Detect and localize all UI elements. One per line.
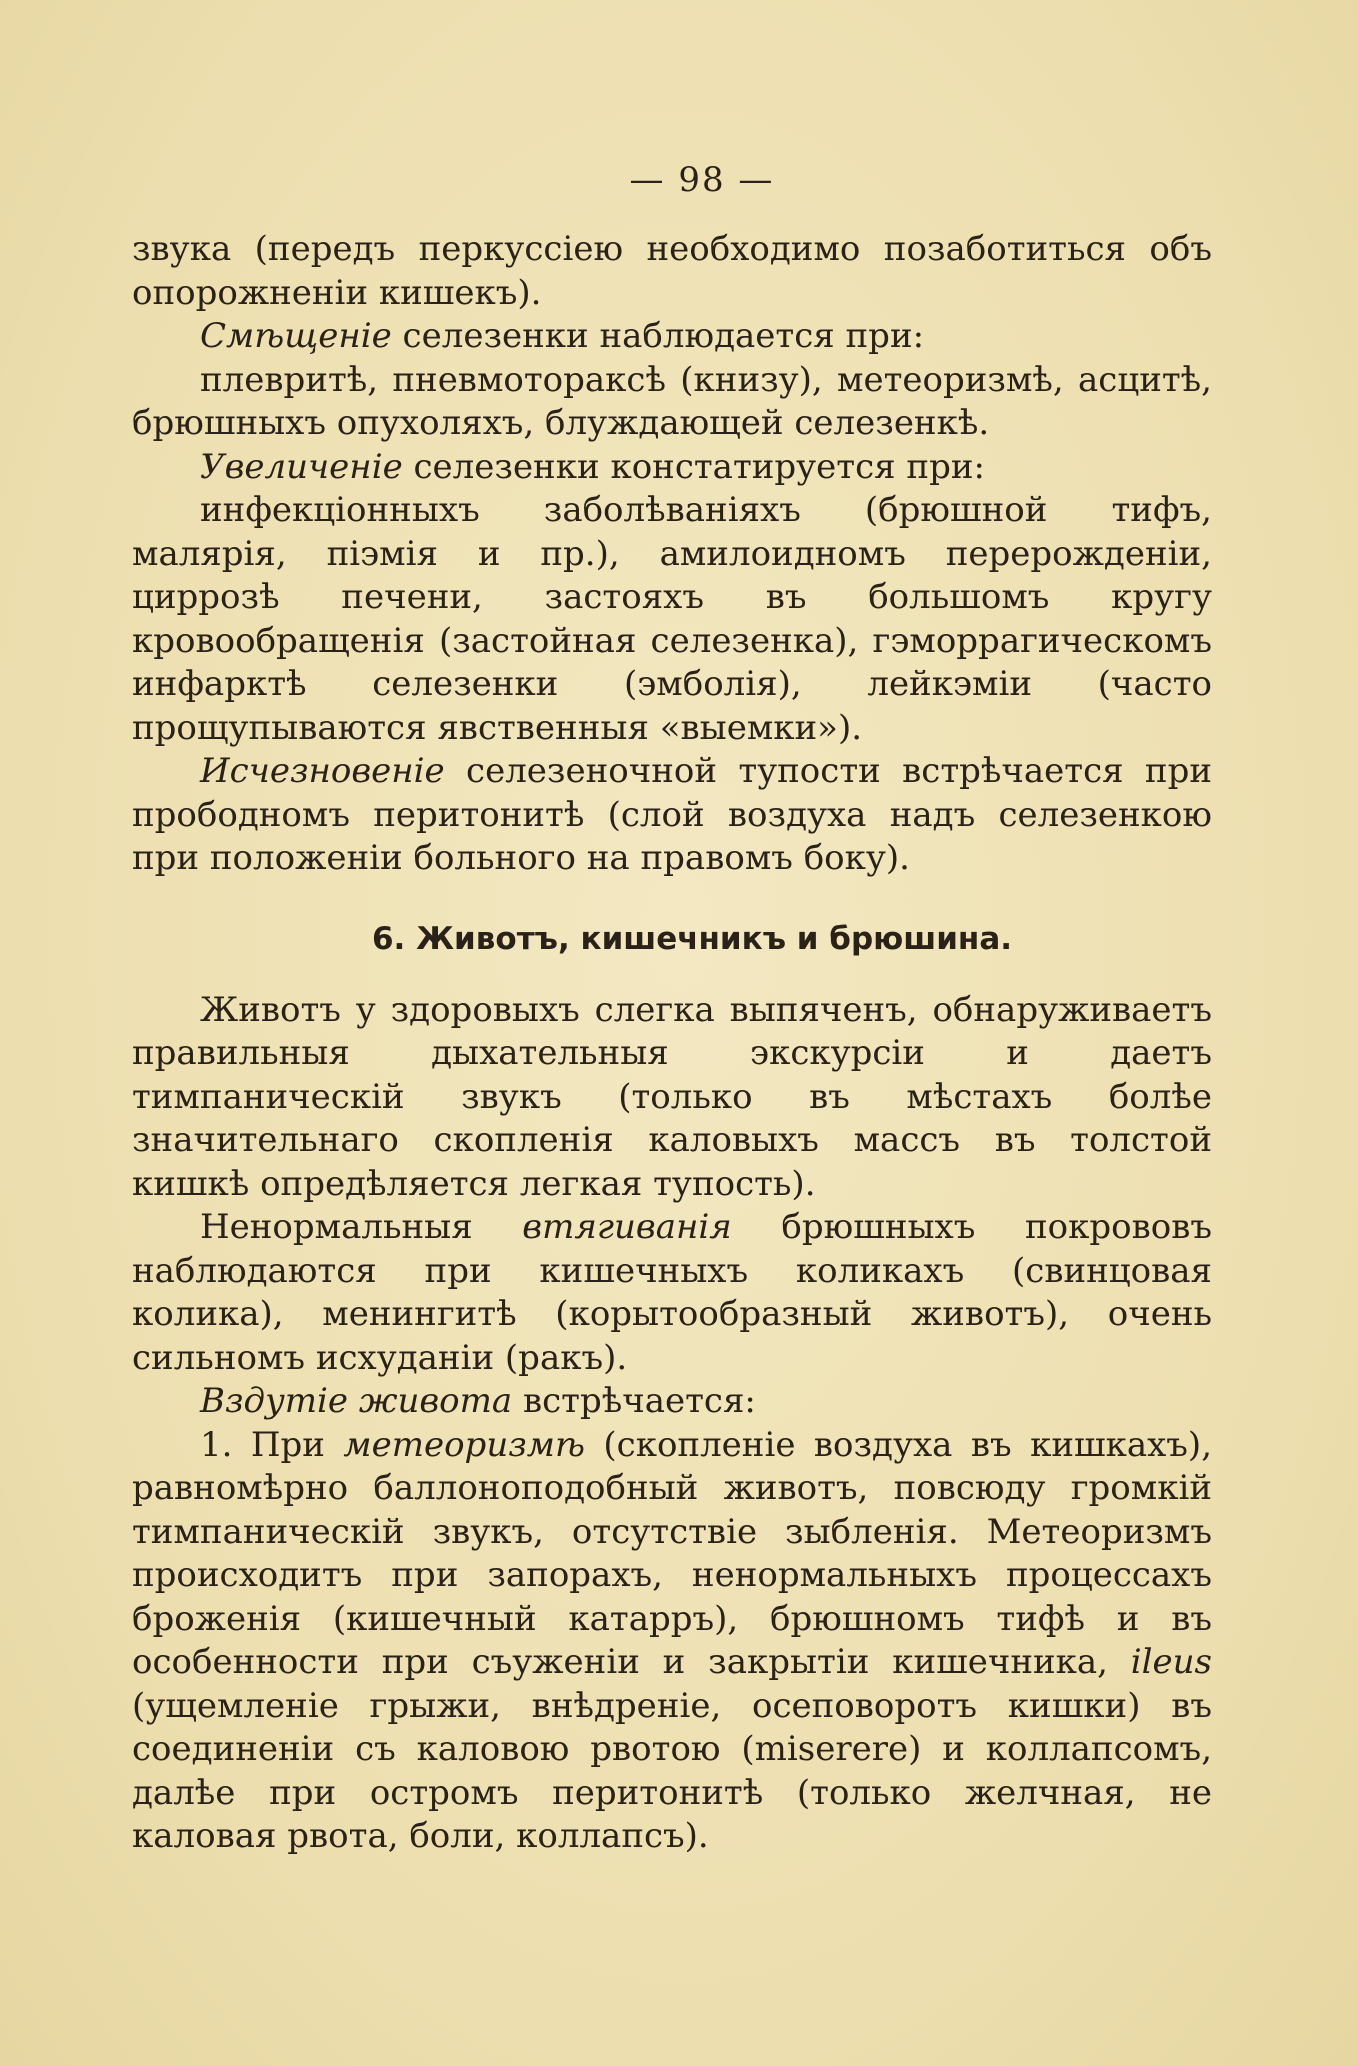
emphasis-term: втягиванiя — [522, 1207, 732, 1247]
page-body — [132, 228, 1212, 1859]
text-run: селезенки констатируется при: — [402, 446, 985, 487]
emphasis-term: Увеличенiе — [200, 446, 403, 487]
book-page — [132, 160, 1212, 1859]
text-run: 6. Животъ, кишечникъ и брюшина. — [371, 920, 1013, 957]
paragraph — [132, 446, 1212, 490]
text-run: брюшныхъ покрововъ наблюдаются при кишечныхъ коликахъ (свинцовая колика), менингитѣ (корытообразный животъ), очень сильномъ исхуданiи (ракъ). — [132, 1207, 1212, 1378]
emphasis-term: Смѣщенiе — [200, 316, 392, 356]
text-run: селезеночной тупости встрѣчается при прободномъ перитонитѣ (слой воздуха надъ селезенкою при положенiи больного на правомъ боку). — [132, 751, 1212, 878]
paragraph — [132, 989, 1212, 1207]
text-run: плевритѣ, пневмотораксѣ (книзу), метеоризмѣ, асцитѣ, брюшныхъ опухоляхъ, блуждающей селезенкѣ. — [132, 359, 1212, 443]
paragraph — [132, 1380, 1212, 1424]
text-run: Животъ у здоровыхъ слегка выпяченъ, обнаруживаетъ правильныя дыхательныя экскурсiи и даетъ тимпаническiй звукъ (только въ мѣстахъ болѣе значительнаго скопленiя каловыхъ массъ въ толстой кишкѣ опредѣляется легкая тупость). — [132, 989, 1212, 1204]
paragraph — [132, 359, 1212, 446]
text-run: звука (передъ перкуссiею необходимо позаботиться объ опорожненiи кишекъ). — [132, 229, 1212, 313]
paragraph — [132, 1206, 1212, 1380]
text-run: (скопленiе воздуха въ кишкахъ), равномѣрно баллоноподобный животъ, повсюду громкiй тимпаническiй звукъ, отсутствiе зыбленiя. Метеоризмъ происходитъ при запорахъ, ненормальныхъ процессахъ броженiя (кишечный катарръ), брюшномъ тифѣ и въ особенности при съуженiи и закрытiи кишечника, — [132, 1424, 1213, 1682]
text-run: Ненормальныя — [200, 1207, 523, 1247]
paragraph — [132, 1424, 1212, 1859]
paragraph — [132, 228, 1212, 315]
emphasis-term: ileus — [1130, 1642, 1212, 1682]
emphasis-term: метеоризмѣ — [343, 1424, 585, 1465]
section-heading — [132, 921, 1212, 957]
text-run: инфекцiонныхъ заболѣванiяхъ (брюшной тифъ, малярiя, пiэмiя и пр.), амилоидномъ перерожденiи, циррозѣ печени, застояхъ въ большомъ кругу кровообращенiя (застойная селезенка), гэморрагическомъ инфарктѣ селезенки (эмболiя), лейкэмiи (часто прощупываются явственныя «выемки»). — [132, 490, 1212, 748]
paragraph — [132, 750, 1212, 881]
text-run: встрѣчается: — [512, 1381, 756, 1421]
text-run: селезенки наблюдается при: — [391, 316, 925, 356]
emphasis-term: Исчезновенiе — [200, 751, 445, 791]
emphasis-term: Вздутiе живота — [200, 1381, 513, 1421]
page-number: — 98 — — [629, 160, 775, 200]
paragraph — [132, 315, 1212, 359]
text-run: 1. При — [200, 1424, 344, 1465]
text-run: (ущемленiе грыжи, внѣдренiе, осеповоротъ кишки) въ соединенiи съ каловою рвотою (miserere) и коллапсомъ, далѣе при остромъ перитонитѣ (только желчная, не каловая рвота, боли, коллапсъ). — [132, 1685, 1212, 1856]
paragraph — [132, 489, 1212, 750]
